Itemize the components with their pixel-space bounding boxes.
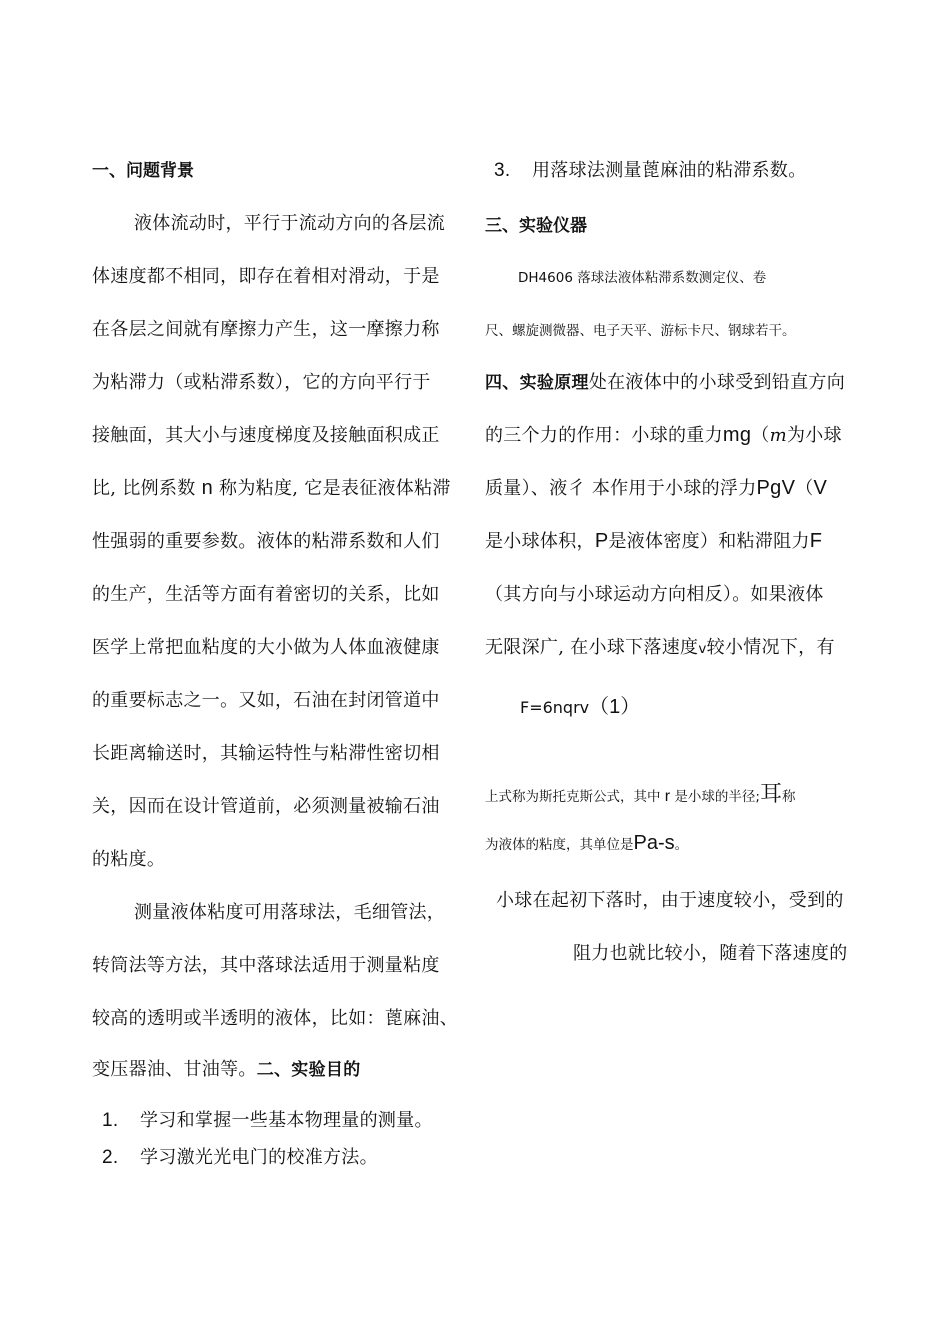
text-line <box>485 421 842 447</box>
text-line: 关，因而在设计管道前，必须测量被输石油 <box>92 796 440 817</box>
text-fragment: 。 <box>674 837 689 853</box>
heading-objectives: 二、实验目的 <box>256 1060 361 1080</box>
text-fragment: 为小球 <box>786 425 842 446</box>
text-line: 转筒法等方法，其中落球法适用于测量粘度 <box>92 955 440 976</box>
list-number: 2. <box>102 1147 119 1168</box>
formula-number: （1） <box>589 696 641 718</box>
list-text: 用落球法测量蓖麻油的粘滞系数。 <box>532 160 807 181</box>
text-fragment: 质量）、液彳 本作用于小球的浮力 <box>485 478 757 499</box>
text-line: 的生产，生活等方面有着密切的关系，比如 <box>92 584 440 605</box>
formula-text: F=6nqrv <box>520 698 590 717</box>
text-fragment: 是液体密度）和粘滞阻力 <box>608 531 810 552</box>
text-line: 为粘滞力（或粘滞系数），它的方向平行于 <box>92 372 431 393</box>
symbol-v: v <box>698 641 707 657</box>
text-line: 长距离输送时，其输运特性与粘滞性密切相 <box>92 743 440 764</box>
symbol-p: P <box>594 530 609 552</box>
symbol-mg: mg <box>722 424 752 446</box>
text-line: 的粘度。 <box>92 849 166 870</box>
heading-instruments: 三、实验仪器 <box>485 216 587 236</box>
list-text: 学习和掌握一些基本物理量的测量。 <box>140 1110 433 1131</box>
list-item <box>102 1143 378 1169</box>
list-text: 学习激光光电门的校准方法。 <box>140 1147 378 1168</box>
list-item <box>102 1106 433 1132</box>
text-line: 接触面，其大小与速度梯度及接触面积成正 <box>92 425 440 446</box>
instrument-list-line: DH4606 落球法液体粘滞系数测定仪、卷 <box>518 270 767 286</box>
text-line: 小球在起初下落时，由于速度较小，受到的 <box>496 890 844 911</box>
symbol-eta: 耳 <box>759 781 782 806</box>
text-fragment: 较小情况下，有 <box>706 637 835 658</box>
text-fragment: 变压器油、甘油等。 <box>92 1059 257 1080</box>
instrument-list-line: 尺、螺旋测微器、电子天平、游标卡尺、钢球若干。 <box>485 323 796 339</box>
symbol-f: F <box>809 530 823 552</box>
text-line: 的重要标志之一。又如，石油在封闭管道中 <box>92 690 440 711</box>
text-fragment: 称 <box>782 789 796 805</box>
formula-stokes <box>520 690 640 719</box>
text-line: 液体流动时，平行于流动方向的各层流 <box>134 213 446 234</box>
list-number: 1. <box>102 1110 119 1131</box>
list-item <box>494 156 807 182</box>
text-line <box>485 527 822 553</box>
text-fragment: 比, 比例系数 <box>92 478 196 499</box>
text-fragment: 称为粘度, 它是表征液体粘滞 <box>219 478 451 499</box>
symbol-n: n <box>201 477 214 499</box>
text-line <box>485 777 796 808</box>
text-fragment: 是小球体积， <box>485 531 595 552</box>
symbol-v: V <box>813 477 828 499</box>
text-fragment: 的三个力的作用：小球的重力 <box>485 425 723 446</box>
symbol-r: r <box>664 788 671 805</box>
text-fragment: （ <box>751 425 770 446</box>
text-line: 医学上常把血粘度的大小做为人体血液健康 <box>92 637 440 658</box>
text-line: 较高的透明或半透明的液体，比如：蓖麻油、 <box>92 1008 458 1029</box>
text-line <box>92 474 451 500</box>
text-line <box>485 368 845 394</box>
text-line: 测量液体粘度可用落球法，毛细管法， <box>134 902 446 923</box>
text-line <box>485 832 688 855</box>
text-line: 性强弱的重要参数。液体的粘滞系数和人们 <box>92 531 440 552</box>
text-line: 体速度都不相同，即存在着相对滑动，于是 <box>92 266 440 287</box>
text-fragment: 上式称为斯托克斯公式，其中 <box>485 789 661 805</box>
text-line: 在各层之间就有摩擦力产生，这一摩擦力称 <box>92 319 440 340</box>
text-line <box>485 633 835 659</box>
text-fragment: 为液体的粘度，其单位是 <box>485 837 634 853</box>
symbol-pgv: PgV <box>756 477 796 499</box>
text-fragment: 无限深广, 在小球下落速度 <box>485 637 699 658</box>
list-number: 3. <box>494 160 511 181</box>
text-fragment: 是小球的半径; <box>674 789 760 805</box>
heading-background: 一、问题背景 <box>92 161 194 181</box>
text-line: （其方向与小球运动方向相反）。如果液体 <box>485 584 824 605</box>
unit-pa-s: Pa-s <box>633 832 675 854</box>
symbol-m: m <box>769 425 787 446</box>
text-line: 阻力也就比较小，随着下落速度的 <box>573 943 848 964</box>
heading-principle: 四、实验原理 <box>485 373 589 393</box>
text-line <box>485 474 827 500</box>
text-line <box>92 1055 361 1081</box>
text-fragment: 处在液体中的小球受到铅直方向 <box>588 372 846 393</box>
text-fragment: （ <box>795 478 814 499</box>
